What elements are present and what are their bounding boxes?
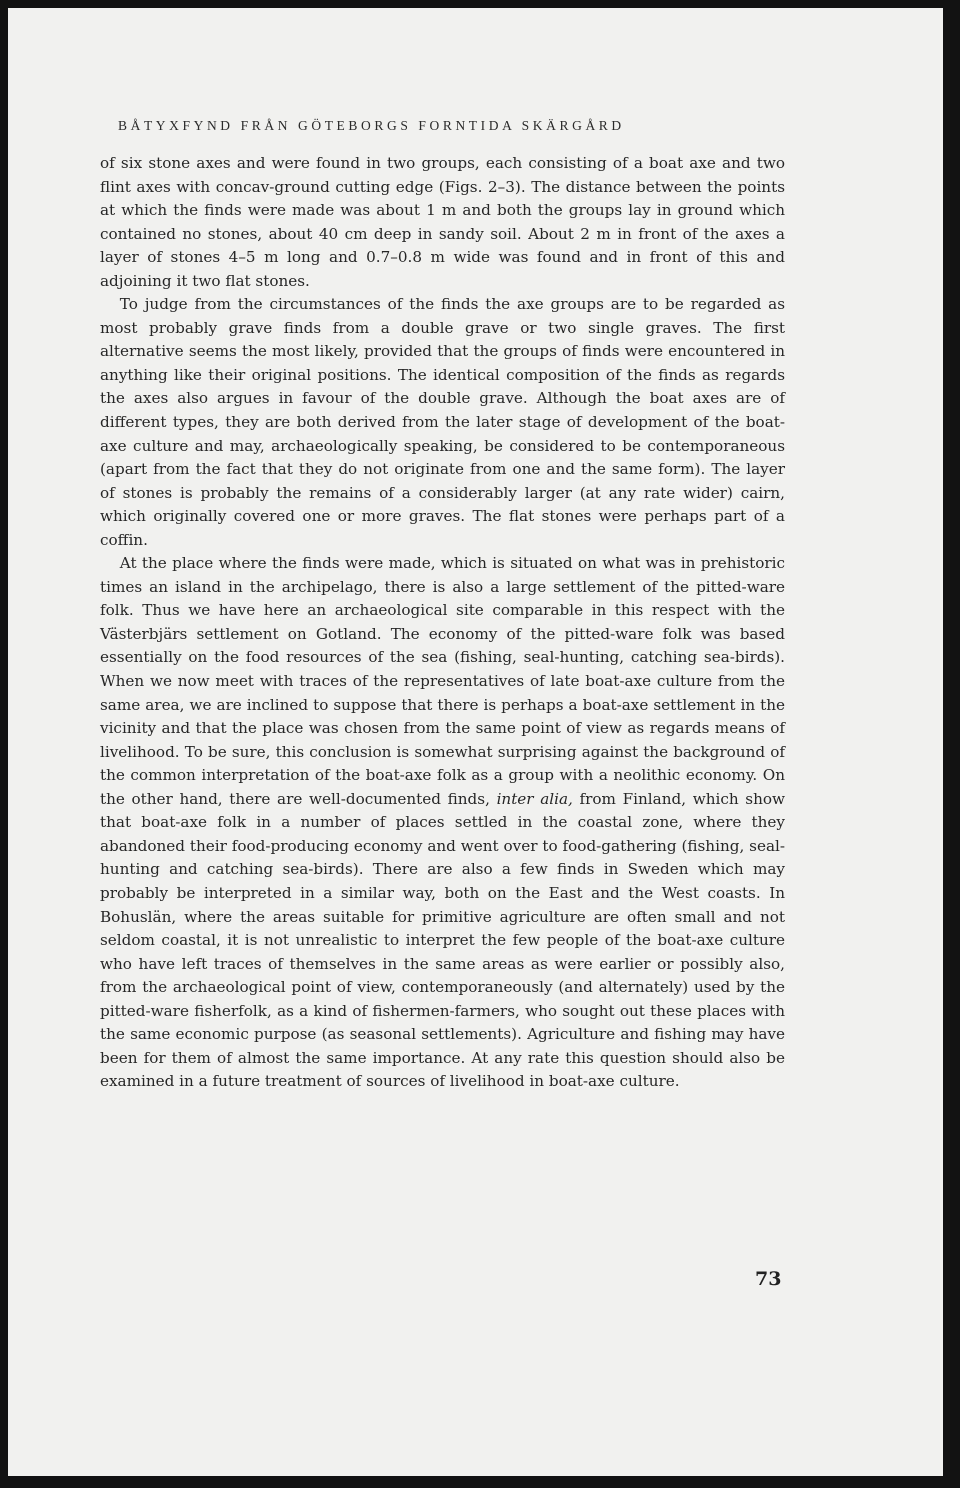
paragraph-1: of six stone axes and were found in two groups, each consisting of a boat axe and two flint axes with concav-ground cutting edge (Figs. 2–3). The distance between the points at which the finds were made was about 1 m and both the groups lay in ground which contained no stones, about 40 cm deep in sandy soil. About 2 m in front of the axes a layer of stones 4–5 m long and 0.7–0.8 m wide was found and in front of this and adjoining it two flat stones.	[100, 154, 785, 290]
running-head: BÅTYXFYND FRÅN GÖTEBORGS FORNTIDA SKÄRGÅRD	[118, 118, 625, 133]
page-number: 73	[755, 1268, 782, 1290]
paragraph-3-main: At the place where the finds were made, which is situated on what was in prehistoric times an island in the archipelago, there is also a large settlement of the pitted-ware folk. Thus we have here an archaeological site comparable in this respect with the Västerbjärs settlement on Gotland. The economy of the pitted-ware folk was based essentially on the food resources of the sea (fishing, seal-hunting, catching sea-birds). When we now meet with traces of the representatives of late boat-axe culture from the same area, we are inclined to suppose that there is perhaps a boat-axe settlement in the vicinity and that the place was chosen from the same point of view as regards means of livelihood. To be sure, this conclusion is somewhat surprising against the background of the common interpretation of the boat-axe folk as a group with a neolithic economy. On the other hand, there are well-documented finds,	[100, 554, 785, 808]
paragraph-3-rest: from Finland, which show that boat-axe folk in a number of places settled in the coastal zone, where they abandoned their food-producing economy and went over to food-gathering (fishing, seal-hunting and catching sea-birds). There are also a few finds in Sweden which may probably be interpreted in a similar way, both on the East and the West coasts. In Bohuslän, where the areas suitable for primitive agriculture are often small and not seldom coastal, it is not unrealistic to interpret the few people of the boat-axe culture who have left traces of themselves in the same areas as were earlier or possibly also, from the archaeological point of view, contemporaneously (and alternately) used by the pitted-ware fisherfolk, as a kind of fishermen-farmers, who sought out these places with the same economic purpose (as seasonal settlements). Agriculture and fishing may have been for them of almost the same importance. At any rate this question should also be examined in a future treatment of sources of livelihood in boat-axe culture.	[100, 789, 785, 1091]
body-text	[100, 152, 785, 1094]
paragraph-2: To judge from the circumstances of the finds the axe groups are to be regarded as most probably grave finds from a double grave or two single graves. The first alternative seems the most likely, provided that the groups of finds were encountered in anything like their original positions. The identical composition of the finds as regards the axes also argues in favour of the double grave. Although the boat axes are of different types, they are both derived from the later stage of development of the boat-axe culture and may, archaeologically speaking, be considered to be contemporaneous (apart from the fact that they do not originate from one and the same form). The layer of stones is probably the remains of a considerably larger (at any rate wider) cairn, which originally covered one or more graves. The flat stones were perhaps part of a coffin.	[100, 295, 785, 549]
paragraph-3-italic-phrase: inter alia,	[496, 789, 573, 808]
paragraph-3	[100, 552, 785, 1094]
